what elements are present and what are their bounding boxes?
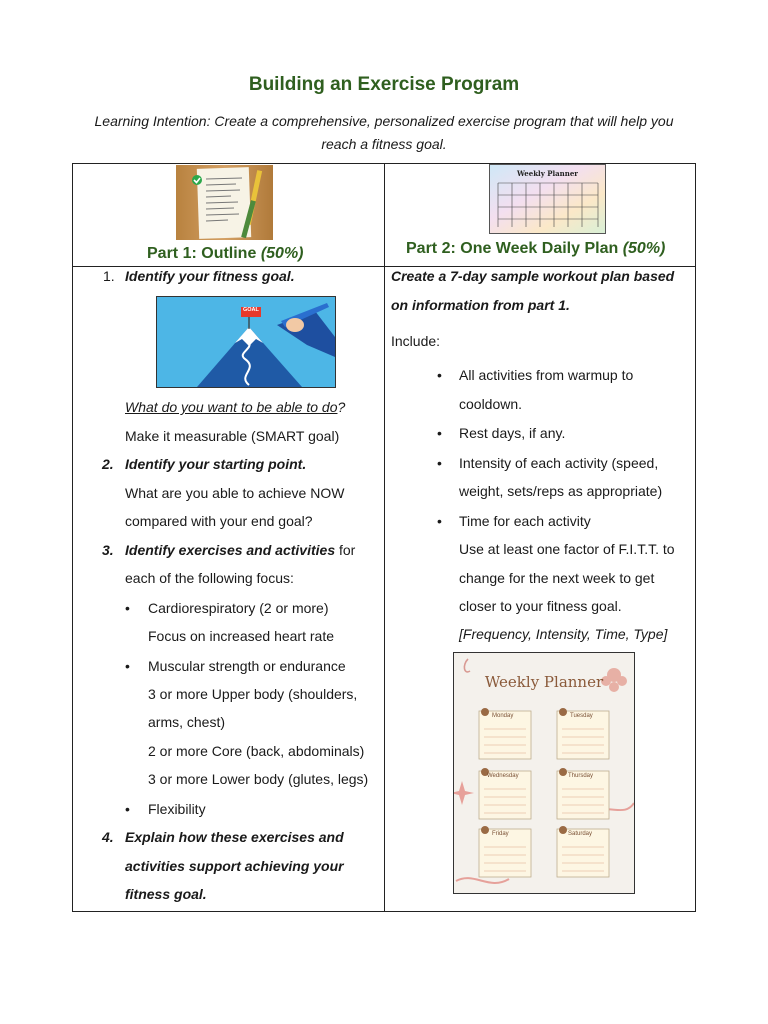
- item-number-4: 4.: [102, 829, 114, 845]
- bullet-time: •: [437, 513, 442, 529]
- intensity-line-2: weight, sets/reps as appropriate): [459, 483, 663, 499]
- goal-flag-label: GOAL: [243, 307, 259, 313]
- item-number-2: 2.: [102, 456, 114, 472]
- fitt-line-3: closer to your fitness goal.: [459, 598, 622, 614]
- bullet-flexibility: •: [125, 801, 130, 817]
- explain-line-1: Explain how these exercises and: [125, 829, 344, 845]
- item-fitness-goal: Identify your fitness goal.: [125, 268, 295, 284]
- intensity-line-1: Intensity of each activity (speed,: [459, 455, 659, 471]
- part-2-heading: [406, 240, 665, 258]
- planner-day-monday: Monday: [492, 713, 514, 719]
- measurable-text: Make it measurable (SMART goal): [125, 428, 340, 444]
- fitt-line-1: Use at least one factor of F.I.T.T. to: [459, 541, 675, 557]
- learning-intention: [78, 110, 690, 156]
- part-1-heading: [147, 245, 304, 263]
- item-exercises-rest: for: [335, 542, 356, 558]
- bullet-activities: •: [437, 367, 442, 383]
- planner-day-wednesday: Wednesday: [487, 773, 519, 779]
- explain-line-2: activities support achieving your: [125, 858, 344, 874]
- item-exercises-bold: Identify exercises and activities: [125, 542, 336, 558]
- fitt-line-2: change for the next week to get: [459, 570, 655, 586]
- weekly-planner-illustration: [453, 652, 635, 894]
- core-text: 2 or more Core (back, abdominals): [148, 743, 365, 759]
- part-1-percent: (50%): [260, 245, 304, 262]
- cardio-text: Cardiorespiratory (2 or more): [148, 600, 329, 616]
- bullet-cardio: •: [125, 600, 130, 616]
- flexibility-text: Flexibility: [148, 801, 206, 817]
- bullet-muscular: •: [125, 658, 130, 674]
- notepad-image: [176, 165, 273, 240]
- part-1-heading-label: Part 1: Outline: [147, 245, 257, 262]
- item-exercises: [125, 536, 355, 565]
- part-2-percent: (50%): [622, 240, 666, 257]
- mountain-goal-illustration: [156, 296, 336, 388]
- upper-body-line-1: 3 or more Upper body (shoulders,: [148, 686, 358, 702]
- create-plan-line-2: on information from part 1.: [391, 297, 570, 313]
- column-divider: [384, 164, 385, 911]
- document-title: Building an Exercise Program: [248, 74, 520, 95]
- each-focus-text: each of the following focus:: [125, 570, 294, 586]
- learning-intention-line-2: reach a fitness goal.: [321, 136, 447, 152]
- activities-line-2: cooldown.: [459, 396, 523, 412]
- planner-day-tuesday: Tuesday: [570, 713, 593, 719]
- bullet-rest-days: •: [437, 425, 442, 441]
- create-plan-line-1: Create a 7-day sample workout plan based: [391, 268, 675, 284]
- what-want-text: What do you want to be able to do: [125, 399, 338, 415]
- item-starting-point: Identify your starting point.: [125, 456, 307, 472]
- rest-days-text: Rest days, if any.: [459, 425, 566, 441]
- achieve-line-2: compared with your end goal?: [125, 513, 313, 529]
- planner-day-friday: Friday: [492, 831, 509, 837]
- planner-day-thursday: Thursday: [568, 773, 594, 779]
- lower-body-text: 3 or more Lower body (glutes, legs): [148, 771, 369, 787]
- muscular-text: Muscular strength or endurance: [148, 658, 346, 674]
- include-label: Include:: [391, 333, 441, 349]
- fitt-line-4: [Frequency, Intensity, Time, Type]: [459, 626, 668, 642]
- planner-day-saturday: Saturday: [568, 831, 593, 837]
- bullet-intensity: •: [437, 455, 442, 471]
- item-number-3: 3.: [102, 542, 114, 558]
- activities-line-1: All activities from warmup to: [459, 367, 634, 383]
- achieve-line-1: What are you able to achieve NOW: [125, 485, 345, 501]
- what-want-question-mark: ?: [337, 399, 346, 415]
- program-table: [72, 163, 696, 912]
- upper-body-line-2: arms, chest): [148, 714, 226, 730]
- cardio-sub-text: Focus on increased heart rate: [148, 628, 334, 644]
- part-2-heading-label: Part 2: One Week Daily Plan: [406, 240, 619, 257]
- explain-line-3: fitness goal.: [125, 886, 207, 902]
- weekly-planner-thumbnail: [489, 164, 606, 234]
- learning-intention-line-1: Learning Intention: Create a comprehensive, personalized exercise program that will help you: [94, 113, 674, 129]
- what-want-line: [125, 393, 345, 422]
- time-text: Time for each activity: [459, 513, 591, 529]
- item-number-1: 1.: [103, 268, 115, 284]
- planner-title: Weekly Planner: [484, 673, 604, 691]
- weekly-planner-thumb-title: Weekly Planner: [517, 169, 578, 178]
